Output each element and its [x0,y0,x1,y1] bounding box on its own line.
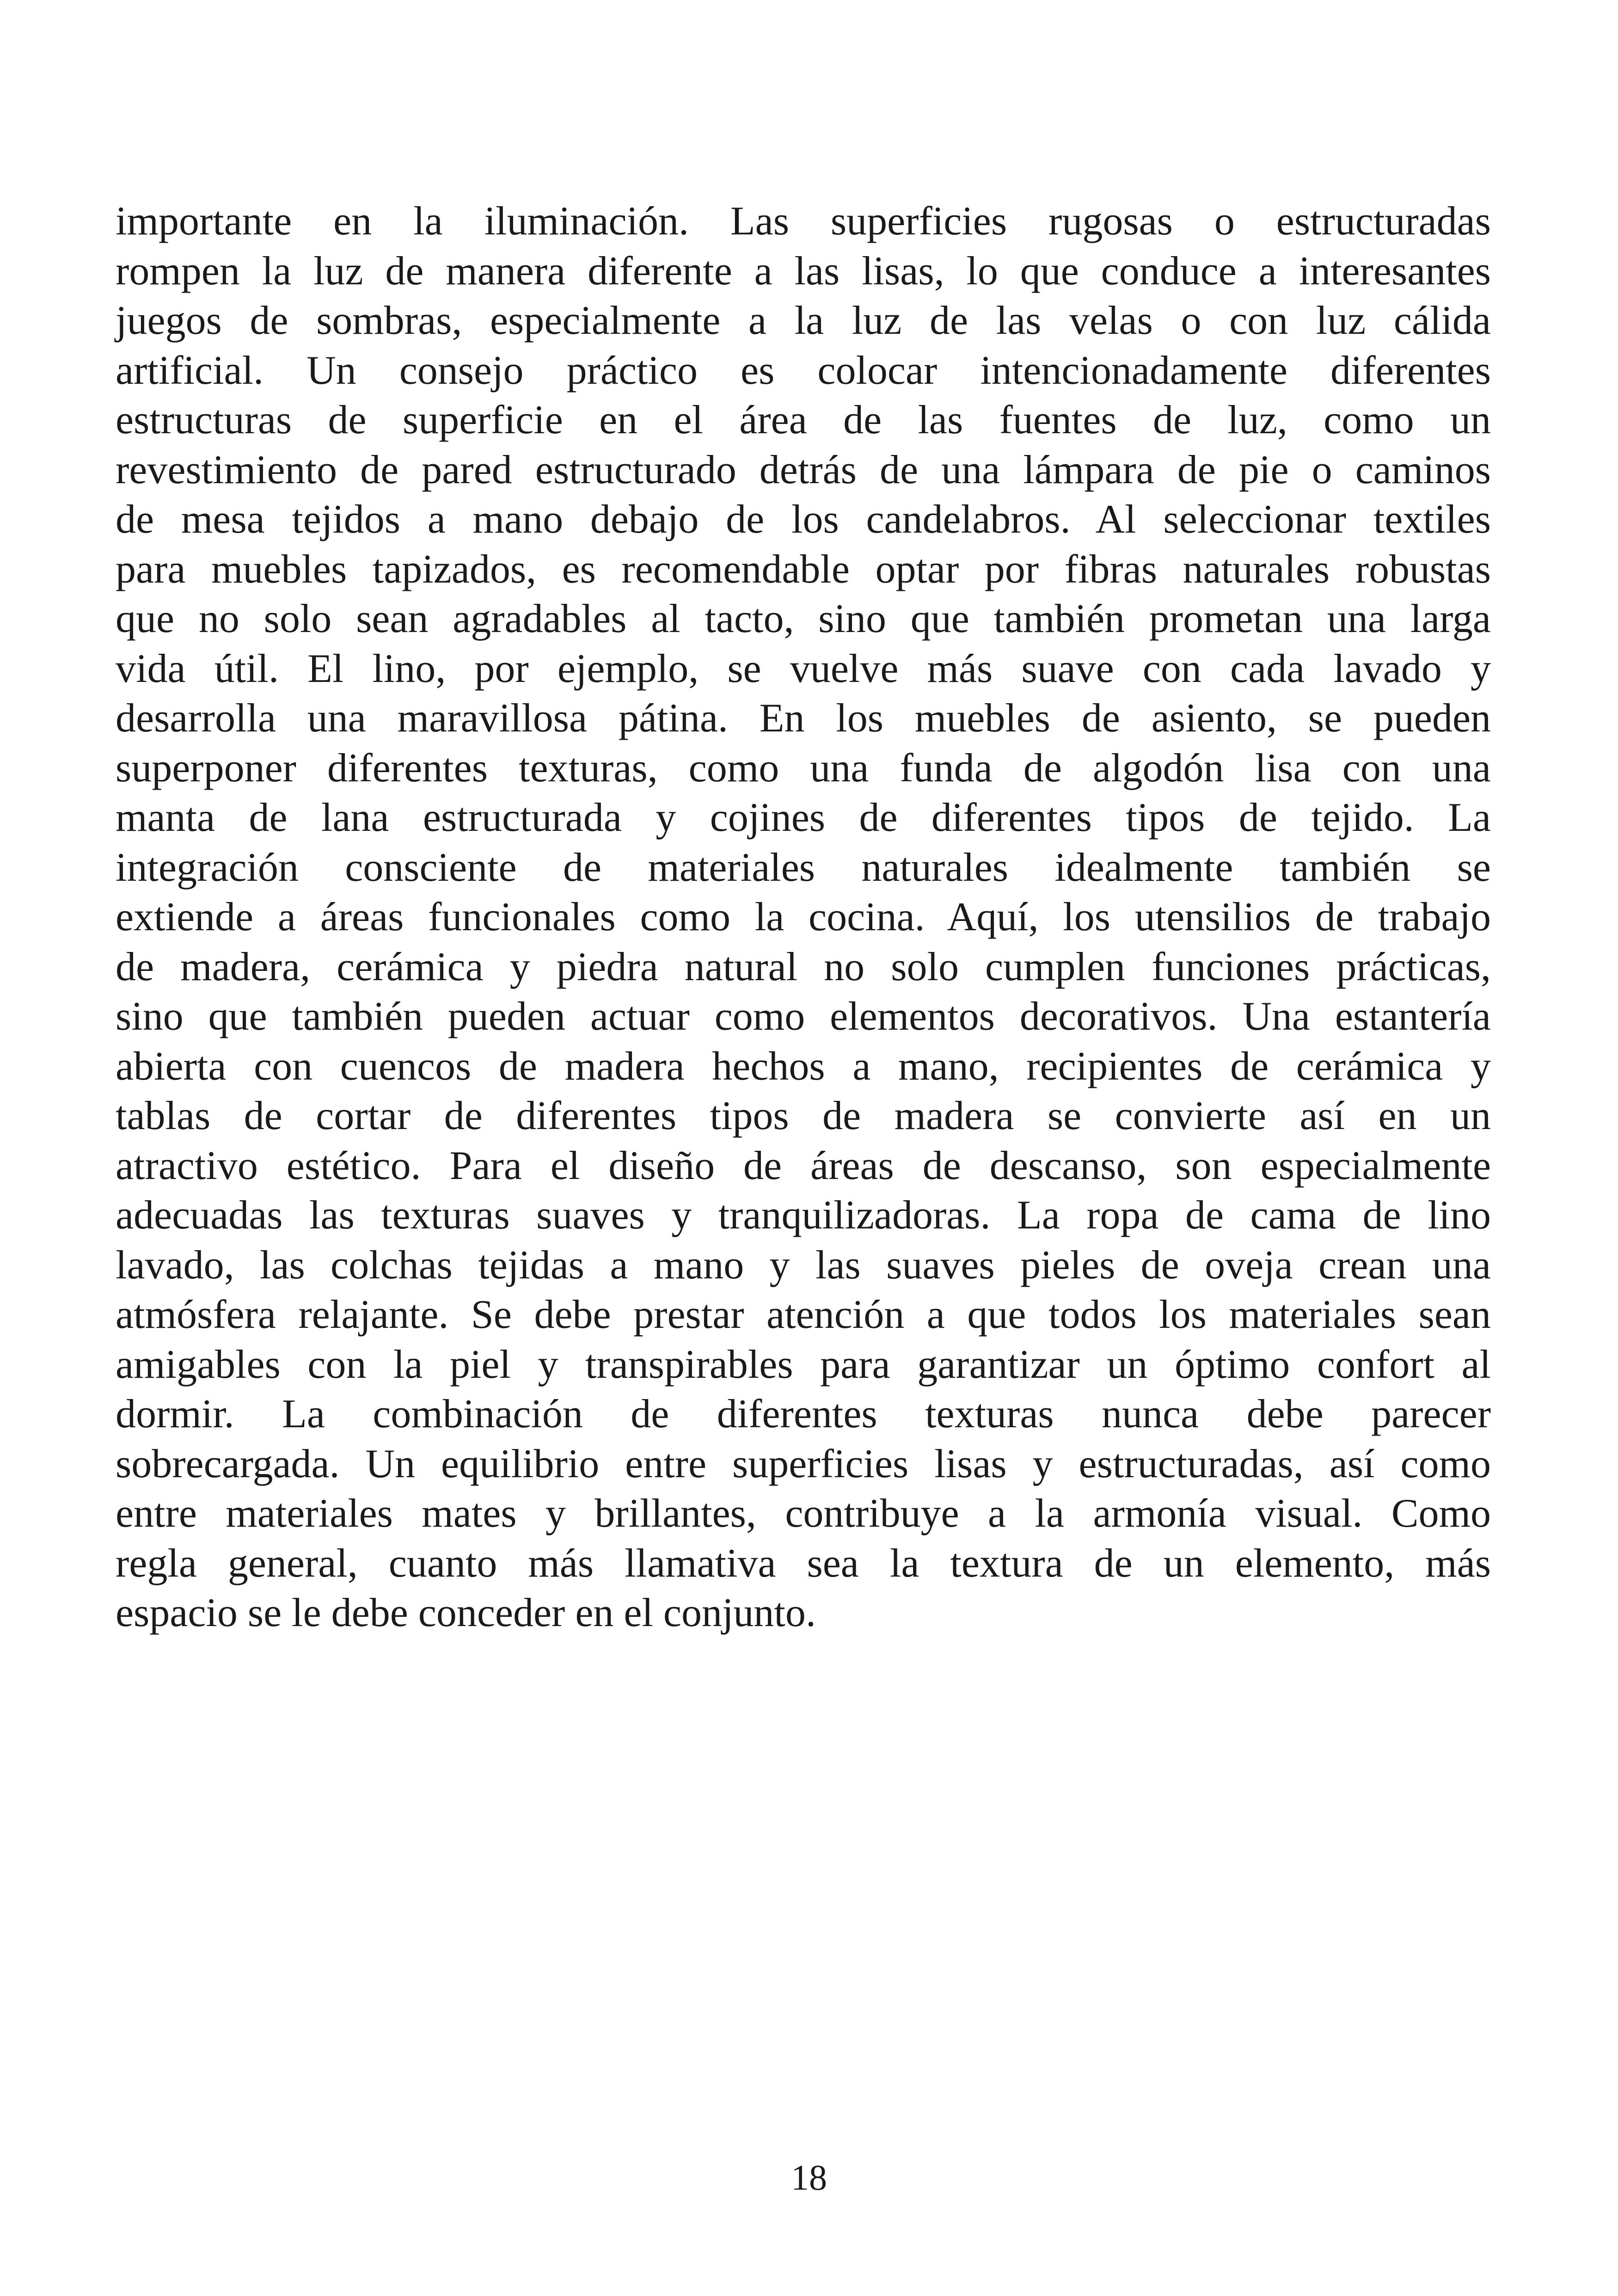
text-line: atmósfera relajante. Se debe prestar atención a que todos los materiales sean [116,1292,1491,1337]
text-line: de mesa tejidos a mano debajo de los candelabros. Al seleccionar textiles [116,497,1491,542]
text-line: lavado, las colchas tejidas a mano y las suaves pieles de oveja crean una [116,1242,1491,1288]
text-line: atractivo estético. Para el diseño de áreas de descanso, son especialmente [116,1143,1491,1188]
text-line: sobrecargada. Un equilibrio entre superficies lisas y estructuradas, así como [116,1441,1491,1486]
text-line: para muebles tapizados, es recomendable optar por fibras naturales robustas [116,546,1491,592]
text-line: entre materiales mates y brillantes, contribuye a la armonía visual. Como [116,1491,1491,1536]
text-line: sino que también pueden actuar como elementos decorativos. Una estantería [116,994,1491,1039]
text-line: superponer diferentes texturas, como una funda de algodón lisa con una [116,745,1491,791]
text-line: de madera, cerámica y piedra natural no solo cumplen funciones prácticas, [116,944,1491,989]
text-line: tablas de cortar de diferentes tipos de madera se convierte así en un [116,1093,1491,1138]
text-line: abierta con cuencos de madera hechos a mano, recipientes de cerámica y [116,1044,1491,1089]
text-line: amigables con la piel y transpirables para garantizar un óptimo confort al [116,1342,1491,1387]
text-line: regla general, cuanto más llamativa sea la textura de un elemento, más [116,1541,1491,1586]
text-line: desarrolla una maravillosa pátina. En los muebles de asiento, se pueden [116,696,1491,741]
text-line: integración consciente de materiales naturales idealmente también se [116,845,1491,890]
text-line: adecuadas las texturas suaves y tranquilizadoras. La ropa de cama de lino [116,1193,1491,1238]
text-line: importante en la iluminación. Las superficies rugosas o estructuradas [116,199,1491,244]
text-line: artificial. Un consejo práctico es colocar intencionadamente diferentes [116,348,1491,393]
text-line: dormir. La combinación de diferentes texturas nunca debe parecer [116,1392,1491,1437]
text-line: extiende a áreas funcionales como la cocina. Aquí, los utensilios de trabajo [116,895,1491,939]
page-number: 18 [791,2157,827,2198]
text-line: rompen la luz de manera diferente a las lisas, lo que conduce a interesantes [116,248,1491,294]
text-line: juegos de sombras, especialmente a la luz de las velas o con luz cálida [116,298,1491,343]
text-line: manta de lana estructurada y cojines de diferentes tipos de tejido. La [116,795,1491,840]
text-line: estructuras de superficie en el área de las fuentes de luz, como un [116,398,1491,442]
body-text [116,196,1491,1638]
text-line: que no solo sean agradables al tacto, sino que también prometan una larga [116,596,1491,641]
text-line: vida útil. El lino, por ejemplo, se vuelve más suave con cada lavado y [116,646,1491,691]
text-line: revestimiento de pared estructurado detrás de una lámpara de pie o caminos [116,447,1491,492]
text-line: espacio se le debe conceder en el conjunto. [116,1590,816,1635]
